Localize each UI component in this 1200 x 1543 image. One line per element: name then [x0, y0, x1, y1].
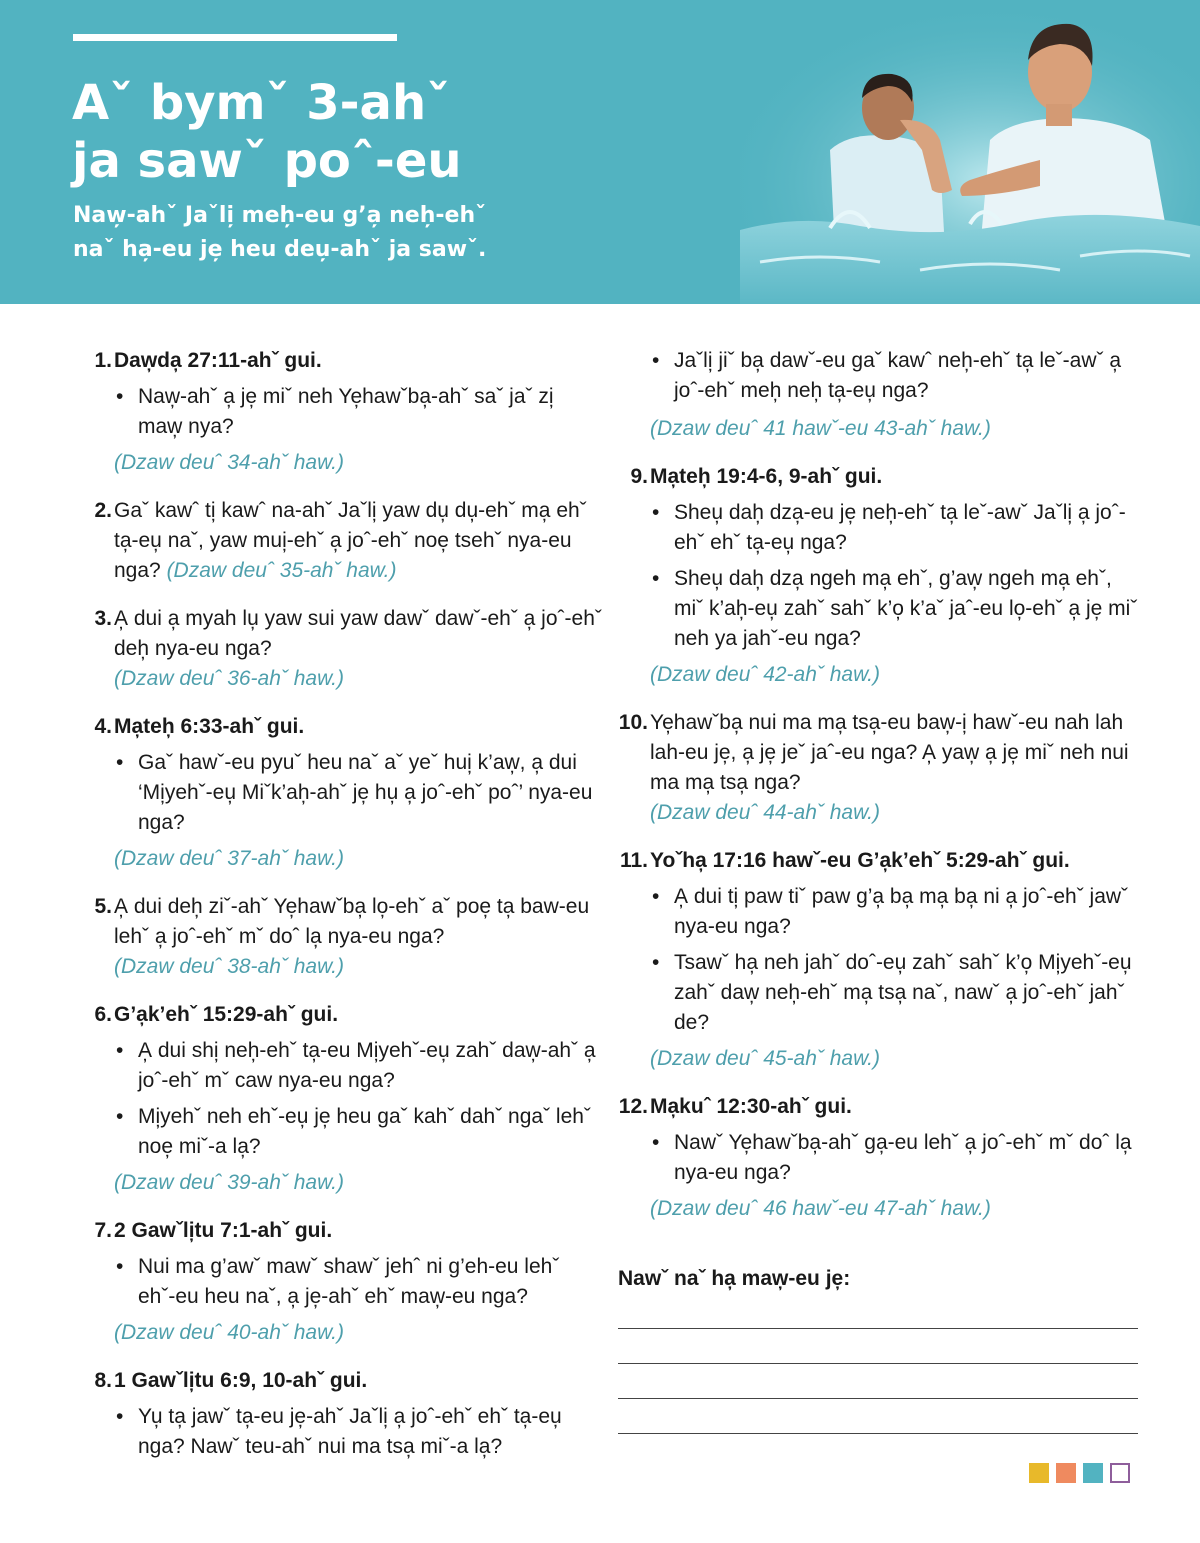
question-number: 4.: [94, 715, 112, 738]
question-3: [82, 604, 602, 694]
question-number: 7.: [94, 1219, 112, 1242]
page-title: [72, 74, 632, 190]
reference-text: (Dzaw deuˆ 39-ahˇ haw.): [114, 1171, 344, 1194]
question-12: [618, 1092, 1138, 1224]
subtitle-line-1: Naw̦-ahˇ Jaˇli̦ meh̦-eu g’a̦ neh̦-ehˇ: [73, 203, 487, 228]
question-text: Gaˇ kawˆ ti̦ kawˆ na-ahˇ Jaˇli̦ yaw du̦ du̦-ehˇ ma̦ ehˇ ta̦-eu̦ naˇ, yaw mui̦-ehˇ a̦ joˆ-ehˇ noe̦ tsehˇ nya-eu nga?: [114, 499, 587, 582]
question-bullet: • Sheu̦ dah̦ dza̦ ngeh ma̦ ehˇ, g’aw̦ ngeh ma̦ ehˇ, miˇ k’ah̦-eu̦ zahˇ sahˇ k’o̦ k’aˇ jaˆ-eu lo̦-ehˇ a̦ je̦ miˇ neh ya jahˇ-eu nga?: [650, 564, 1138, 654]
note-line[interactable]: [618, 1329, 1138, 1364]
question-bullet: • Jaˇli̦ jiˇ ba̦ dawˇ-eu gaˇ kawˆ neh̦-ehˇ ta̦ leˇ-awˇ a̦ joˆ-ehˇ meh̦ neh̦ ta̦-eu̦ nga?: [650, 346, 1138, 406]
header-band: [0, 0, 1200, 304]
question-text: Ye̦hawˇba̦ nui ma ma̦ tsa̦-eu baw̦-i̦ hawˇ-eu nah lah lah-eu je̦, a̦ je̦ jeˇ jaˆ-eu nga? A̦ yaw̦ a̦ je̦ miˇ neh nui ma ma̦ tsa̦ nga?: [650, 711, 1129, 794]
question-2: [82, 496, 602, 586]
question-number: 1.: [94, 349, 112, 372]
question-6: [82, 1000, 602, 1198]
question-bullet: • Gaˇ hawˇ-eu pyuˇ heu naˇ aˇ yeˇ hui̦ k’aw̦, a̦ dui ‘Mi̦yehˇ-eu̦ Miˇk’ah̦-ahˇ je̦ hu̦ a̦ joˆ-ehˇ poˆ’ nya-eu nga?: [114, 748, 602, 838]
question-8: [82, 1366, 602, 1462]
question-bullet: • Tsawˇ ha̦ neh jahˇ doˆ-eu̦ zahˇ sahˇ k’o̦ Mi̦yehˇ-eu̦ zahˇ daw̦ neh̦-ehˇ ma̦ tsa̦ naˇ, nawˇ a̦ joˆ-ehˇ jahˇ de?: [650, 948, 1138, 1038]
question-number: 3.: [94, 607, 112, 630]
reference-text: (Dzaw deuˆ 38-ahˇ haw.): [114, 955, 344, 978]
question-number: 9.: [630, 465, 648, 488]
question-4: [82, 712, 602, 874]
question-7: [82, 1216, 602, 1348]
question-bullet: • Nui ma g’awˇ mawˇ shawˇ jehˆ ni g’eh-eu lehˇ ehˇ-eu heu naˇ, a̦ je̦-ahˇ ehˇ maw̦-eu nga?: [114, 1252, 602, 1312]
note-line[interactable]: [618, 1294, 1138, 1329]
reference-text: (Dzaw deuˆ 36-ahˇ haw.): [114, 667, 344, 690]
reference-text: (Dzaw deuˆ 42-ahˇ haw.): [650, 663, 880, 686]
question-heading: Ma̦teh̦ 6:33-ahˇ gui.: [114, 715, 305, 738]
question-text: A̦ dui a̦ myah lu̦ yaw sui yaw dawˇ dawˇ-ehˇ a̦ joˆ-ehˇ deh̦ nya-eu nga?: [114, 607, 602, 660]
question-heading: G’a̦k’ehˇ 15:29-ahˇ gui.: [114, 1003, 339, 1026]
question-heading: 1 Gawˇli̦tu 6:9, 10-ahˇ gui.: [114, 1369, 368, 1392]
left-column: [82, 346, 602, 1480]
note-line[interactable]: [618, 1364, 1138, 1399]
question-number: 2.: [94, 499, 112, 522]
question-text: A̦ dui deh̦ ziˇ-ahˇ Ye̦hawˇba̦ lo̦-ehˇ aˇ poe̦ ta̦ baw-eu lehˇ a̦ joˆ-ehˇ mˇ doˆ la̦ nya-eu nga?: [114, 895, 590, 948]
reference-text: (Dzaw deuˆ 41 hawˇ-eu 43-ahˇ haw.): [650, 417, 991, 440]
question-heading: Ma̦kuˆ 12:30-ahˇ gui.: [650, 1095, 852, 1118]
question-8-continued: [618, 346, 1138, 444]
reference-text: (Dzaw deuˆ 46 hawˇ-eu 47-ahˇ haw.): [650, 1197, 991, 1220]
subtitle-line-2: naˇ ha̦-eu je̦ heu deu̦-ahˇ ja sawˇ.: [73, 237, 487, 262]
question-bullet: • Mi̦yehˇ neh ehˇ-eu̦ je̦ heu gaˇ kahˇ dahˇ ngaˇ lehˇ noe̦ miˇ-a la̦?: [114, 1102, 602, 1162]
question-heading: 2 Gawˇli̦tu 7:1-ahˇ gui.: [114, 1219, 333, 1242]
question-heading: Daw̦da̦ 27:11-ahˇ gui.: [114, 349, 322, 372]
reference-text: (Dzaw deuˆ 40-ahˇ haw.): [114, 1321, 344, 1344]
footer-square: [1029, 1463, 1049, 1483]
reference-text: (Dzaw deuˆ 34-ahˇ haw.): [114, 451, 344, 474]
question-5: [82, 892, 602, 982]
question-bullet: • Nawˇ Ye̦hawˇba̦-ahˇ ga̦-eu lehˇ a̦ joˆ-ehˇ mˇ doˆ la̦ nya-eu nga?: [650, 1128, 1138, 1188]
question-heading: Ma̦teh̦ 19:4-6, 9-ahˇ gui.: [650, 465, 883, 488]
question-number: 10.: [618, 711, 648, 734]
reference-text: (Dzaw deuˆ 37-ahˇ haw.): [114, 847, 344, 870]
reference-text: (Dzaw deuˆ 45-ahˇ haw.): [650, 1047, 880, 1070]
footer-square: [1056, 1463, 1076, 1483]
question-bullet: • A̦ dui shi̦ neh̦-ehˇ ta̦-eu Mi̦yehˇ-eu̦ zahˇ daw̦-ahˇ a̦ joˆ-ehˇ mˇ caw nya-eu nga?: [114, 1036, 602, 1096]
question-number: 11.: [619, 849, 648, 872]
right-column: [618, 346, 1138, 1434]
reference-text: (Dzaw deuˆ 35-ahˇ haw.): [166, 559, 397, 582]
question-bullet: • Yu̦ ta̦ jawˇ ta̦-eu je̦-ahˇ Jaˇli̦ a̦ joˆ-ehˇ ehˇ ta̦-eu̦ nga? Nawˇ teu-ahˇ nui ma tsa̦ miˇ-a la̦?: [114, 1402, 602, 1462]
question-bullet: • A̦ dui ti̦ paw tiˇ paw g’a̦ ba̦ ma̦ ba̦ ni a̦ joˆ-ehˇ jawˇ nya-eu nga?: [650, 882, 1138, 942]
header-rule: [73, 34, 397, 41]
question-number: 6.: [94, 1003, 112, 1026]
baptism-illustration: [740, 0, 1200, 304]
question-number: 5.: [94, 895, 112, 918]
question-11: [618, 846, 1138, 1074]
question-bullet: • Sheu̦ dah̦ dza̦-eu je̦ neh̦-ehˇ ta̦ leˇ-awˇ Jaˇli̦ a̦ joˆ-ehˇ ehˇ ta̦-eu̦ nga?: [650, 498, 1138, 558]
question-1: [82, 346, 602, 478]
notes-label: Nawˇ naˇ ha̦ maw̦-eu je̦:: [618, 1267, 851, 1290]
footer-square: [1083, 1463, 1103, 1483]
question-number: 8.: [94, 1369, 112, 1392]
notes-lines: [618, 1294, 1138, 1434]
title-line-1: Aˇ bymˇ 3-ahˇ: [72, 75, 451, 131]
question-number: 12.: [618, 1095, 648, 1118]
question-bullet: • Naw̦-ahˇ a̦ je̦ miˇ neh Ye̦hawˇba̦-ahˇ saˇ jaˇ zi̦ maw̦ nya?: [114, 382, 602, 442]
page-subtitle: [73, 199, 633, 267]
note-line[interactable]: [618, 1399, 1138, 1434]
footer-square: [1110, 1463, 1130, 1483]
question-9: [618, 462, 1138, 690]
title-line-2: ja sawˇ poˆ-eu: [72, 133, 462, 189]
question-10: [618, 708, 1138, 828]
reference-text: (Dzaw deuˆ 44-ahˇ haw.): [650, 801, 880, 824]
question-heading: Yoˇha̦ 17:16 hawˇ-eu G’a̦k’ehˇ 5:29-ahˇ gui.: [650, 849, 1070, 872]
